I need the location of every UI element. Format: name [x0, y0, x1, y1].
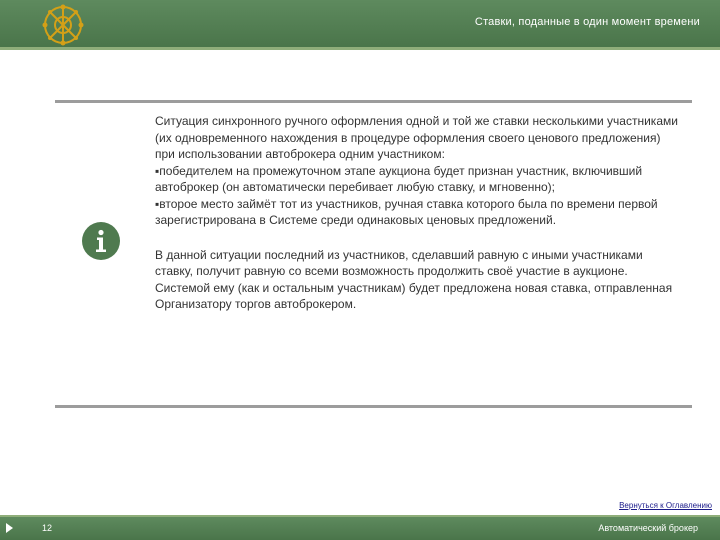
emblem-logo-icon — [40, 2, 86, 48]
intro-paragraph: Ситуация синхронного ручного оформления одной и той же ставки несколькими участниками (их одновременного нахождения в процедуре оформления своего ценового предложения) при использовании автоброкера одним участником: — [155, 114, 678, 161]
play-icon[interactable] — [6, 523, 13, 533]
bullet-item: ▪второе место займёт тот из участников, ручная ставка которого была по времени первой зарегистрирована в Системе среди одинаковых ценовых предложений. — [155, 196, 658, 227]
footer-title: Автоматический брокер — [598, 523, 698, 533]
info-icon — [82, 222, 120, 260]
page-number: 12 — [42, 523, 53, 533]
spacer — [155, 229, 680, 247]
back-to-contents-link[interactable]: Вернуться к Оглавлению — [619, 501, 712, 510]
main-content — [155, 113, 680, 313]
header-bar — [0, 0, 720, 50]
footer-bar — [0, 515, 720, 540]
slide-title: Ставки, поданные в один момент времени — [474, 16, 700, 28]
bottom-divider — [55, 405, 692, 408]
bullet-item: ▪победителем на промежуточном этапе аукциона будет признан участник, включивший автоброкер (он автоматически перебивает любую ставку, и мгновенно); — [155, 163, 643, 194]
conclusion-paragraph: В данной ситуации последний из участников, сделавший равную с иными участниками ставку, получит равную со всеми возможность продолжить своё участие в аукционе. Системой ему (как и остальным участникам) будет предложена новая ставка, отправленная Организатору торгов автоброкером. — [155, 247, 673, 311]
top-divider — [55, 100, 692, 103]
